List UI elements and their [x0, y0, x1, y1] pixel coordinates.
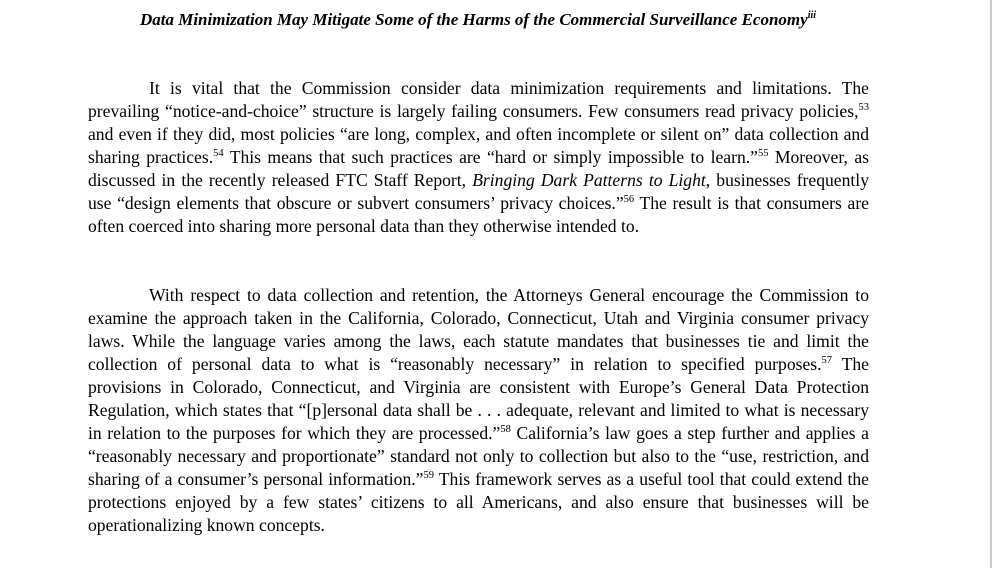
paragraph-2 — [88, 284, 869, 537]
section-heading-text: Data Minimization May Mitigate Some of the Harms of the Commercial Surveillance Economy — [139, 10, 808, 29]
paragraph-text: The result is that consumers are often coerced into sharing more personal data than they otherwise intended to. — [88, 193, 869, 236]
footnote-ref-56[interactable]: 56 — [623, 194, 635, 205]
italic-title: Bringing Dark Patterns to Light — [472, 170, 706, 190]
footnote-ref-54[interactable]: 54 — [213, 148, 224, 159]
paragraph-text: Moreover, as discussed in the recently released FTC Staff Report, — [88, 147, 869, 190]
footnote-ref-57[interactable]: 57 — [821, 355, 833, 366]
paragraph-text: This means that such practices are “hard or simply impossible to learn.” — [223, 147, 758, 167]
footnote-ref-59[interactable]: 59 — [423, 470, 434, 481]
paragraph-text: and even if they did, most policies “are long, complex, and often incomplete or silent on” data collection and sharing practices. — [88, 124, 869, 167]
paragraph-text: California’s law goes a step further and applies a “reasonably necessary and proportionate” standard not only to collection but also to the “use, restriction, and sharing of a consumer’s personal information.” — [88, 423, 869, 489]
footnote-ref-55[interactable]: 55 — [757, 148, 769, 159]
paragraph-text: This framework serves as a useful tool that could extend the protections enjoyed by a few states’ citizens to all Americans, and also ensure that businesses will be operationalizing known concepts. — [88, 469, 869, 535]
paragraph-text: With respect to data collection and retention, the Attorneys General encourage the Commission to examine the approach taken in the California, Colorado, Connecticut, Utah and Virginia consumer privacy laws. While the language varies among the laws, each statute mandates that businesses tie and limit the collection of personal data to what is “reasonably necessary” in relation to specified purposes. — [88, 285, 869, 374]
paragraph-text: It is vital that the Commission consider data minimization requirements and limitations. The prevailing “notice-and-choice” structure is largely failing consumers. Few consumers read privacy policies, — [88, 78, 869, 121]
paragraph-text: , businesses frequently use “design elements that obscure or subvert consumers’ privacy choices.” — [88, 170, 869, 213]
section-heading — [88, 8, 868, 31]
footnote-ref-58[interactable]: 58 — [500, 424, 511, 435]
heading-endnote-marker: iii — [807, 10, 817, 21]
footnote-ref-53[interactable]: 53 — [858, 102, 869, 113]
paragraph-text: The provisions in Colorado, Connecticut, and Virginia are consistent with Europe’s General Data Protection Regulation, which states that “[p]ersonal data shall be . . . adequate, relevant and limited to what is necessary in relation to the purposes for which they are processed.” — [88, 354, 869, 443]
paragraph-1 — [88, 77, 869, 238]
